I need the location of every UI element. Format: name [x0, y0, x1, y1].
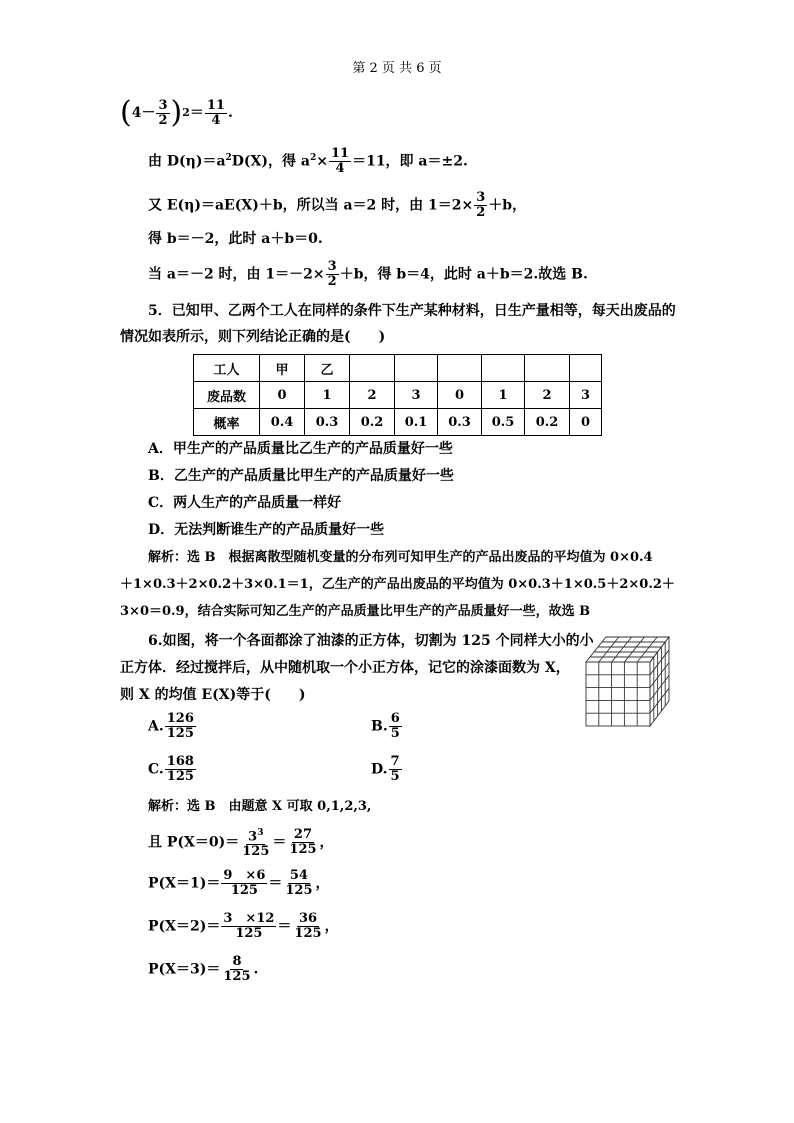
table-cell: 1 — [482, 382, 525, 409]
q6-p1-line — [148, 869, 330, 898]
fraction-den: 2 — [158, 112, 168, 128]
option-label: A. — [148, 718, 164, 735]
fraction-den: 125 — [289, 842, 317, 858]
q5-stem-line-2: 情况如表所示，则下列结论正确的是( ) — [120, 329, 386, 345]
fraction-num: 8 — [232, 954, 242, 969]
fraction-num: 3 ×12 — [223, 911, 275, 926]
fraction — [205, 99, 227, 128]
exponent: 2 — [182, 106, 190, 119]
cube-figure — [585, 636, 670, 728]
fraction — [389, 712, 402, 741]
table-cell: 0.4 — [260, 409, 305, 436]
option-label: D. — [371, 761, 388, 778]
fraction-num: 54 — [289, 868, 308, 883]
formula-text: 又 E(η)＝aE(X)＋b，所以当 a＝2 时，由 1＝2× — [148, 197, 474, 214]
fraction-num — [246, 826, 265, 845]
table-cell: 废品数 — [194, 382, 260, 409]
fraction — [326, 260, 339, 289]
paren-close: ) — [170, 95, 183, 130]
fraction — [165, 755, 196, 784]
fraction-den: 2 — [476, 205, 486, 220]
fraction-den: 4 — [335, 161, 345, 176]
formula-text: ＋b， — [488, 197, 527, 214]
fraction-num: 126 — [166, 711, 194, 726]
table-cell: 0 — [438, 382, 482, 409]
q6-stem-line-2: 正方体．经过搅拌后，从中随机取一个小正方体，记它的涂漆面数为 X， — [120, 660, 570, 676]
fraction-num: 3 — [476, 190, 486, 205]
exponent: 2 — [309, 152, 317, 163]
fraction — [156, 99, 169, 128]
option-label: B. — [371, 718, 388, 735]
q5-solution-line-2: ＋1×0.3＋2×0.2＋3×0.1＝1，乙生产的产品出废品的平均值为 0×0.3＋1×0.5＋2×0.2＋ — [120, 577, 675, 592]
table-cell — [438, 355, 482, 382]
fraction-num: 11 — [206, 97, 225, 113]
table-cell: 3 — [395, 382, 438, 409]
table-cell: 0.1 — [395, 409, 438, 436]
fraction-den: 125 — [285, 883, 313, 898]
base: 3 — [248, 829, 258, 845]
table-cell — [525, 355, 570, 382]
equals: ＝ — [189, 105, 204, 121]
fraction — [287, 828, 318, 857]
q5-option-c: C．两人生产的产品质量一样好 — [148, 495, 342, 511]
table-cell: 工人 — [194, 355, 260, 382]
exponent: 2 — [225, 152, 232, 163]
q5-solution-line-3: 3×0＝0.9，结合实际可知乙生产的产品质量比甲生产的产品质量好一些，故选 B — [120, 604, 591, 619]
table-cell: 2 — [350, 382, 395, 409]
fraction-den: 125 — [166, 769, 194, 784]
formula-text: ＋b，得 b＝4，此时 a＋b＝2.故选 B. — [339, 266, 588, 283]
q6-stem-line-1: 6.如图，将一个各面都涂了油漆的正方体，切割为 125 个同样大小的小 — [148, 633, 594, 649]
fraction — [240, 826, 271, 859]
fraction — [221, 912, 276, 941]
fraction-den: 125 — [294, 926, 322, 941]
q5-stem-line-1: 5．已知甲、乙两个工人在同样的条件下生产某种材料，日生产量相等，每天出废品的 — [148, 303, 676, 319]
q5-option-d: D．无法判断谁生产的产品质量好一些 — [148, 522, 385, 538]
fraction-num: 36 — [298, 911, 318, 926]
q6-option-a — [148, 712, 197, 741]
fraction-den: 4 — [211, 112, 221, 128]
formula-text: 由 D(η)＝a — [148, 153, 226, 170]
fraction-den: 5 — [390, 769, 400, 784]
exponent: 3 — [257, 828, 264, 838]
equals: ＝ — [272, 834, 287, 851]
option-label: C. — [148, 761, 164, 778]
q6-option-d — [371, 755, 403, 784]
table-cell: 3 — [570, 382, 602, 409]
fraction — [165, 712, 196, 741]
q5-table — [193, 354, 602, 436]
formula-text: D(X)，得 a — [231, 153, 310, 170]
fraction-den: 2 — [327, 274, 337, 289]
formula-text: P(X＝1)＝ — [148, 875, 221, 892]
table-cell: 0.5 — [482, 409, 525, 436]
q6-option-c — [148, 755, 197, 784]
q6-p2-line — [148, 912, 339, 941]
formula-text: 4－ — [131, 105, 156, 121]
fraction-den: 5 — [390, 726, 400, 741]
fraction-num: 11 — [330, 146, 350, 161]
table-cell — [395, 355, 438, 382]
formula-text: P(X＝3)＝ — [148, 961, 221, 978]
fraction-den: 125 — [242, 844, 270, 860]
equals: ＝ — [268, 875, 283, 892]
table-cell: 2 — [525, 382, 570, 409]
fraction-num: 7 — [390, 754, 400, 769]
fraction-num: 6 — [390, 711, 400, 726]
table-cell: 1 — [305, 382, 350, 409]
q6-stem-line-3: 则 X 的均值 E(X)等于( ) — [120, 687, 306, 703]
table-cell — [570, 355, 602, 382]
fraction-den: 125 — [166, 726, 194, 741]
formula-line-1 — [120, 95, 233, 130]
formula-text: P(X＝2)＝ — [148, 918, 221, 935]
table-cell: 0 — [260, 382, 305, 409]
table-cell: 0.2 — [350, 409, 395, 436]
formula-text: × — [316, 153, 328, 170]
table-cell: 甲 — [260, 355, 305, 382]
q5-option-b: B．乙生产的产品质量比甲生产的产品质量好一些 — [148, 468, 454, 484]
period: . — [227, 105, 233, 121]
table-row — [194, 355, 602, 382]
q5-solution-line-1: 解析：选 B 根据离散型随机变量的分布列可知甲生产的产品出废品的平均值为 0×0.4 — [148, 550, 653, 565]
comma: ， — [324, 918, 339, 935]
table-row — [194, 409, 602, 436]
table-cell — [482, 355, 525, 382]
formula-text: 当 a＝－2 时，由 1＝－2× — [148, 266, 325, 283]
q5-option-a: A．甲生产的产品质量比乙生产的产品质量好一些 — [148, 441, 453, 457]
paren-open: ( — [120, 95, 132, 130]
table-cell: 0.3 — [438, 409, 482, 436]
table-cell: 0 — [570, 409, 602, 436]
fraction — [389, 755, 402, 784]
formula-text: 且 P(X＝0)＝ — [148, 834, 240, 851]
period: . — [253, 961, 259, 978]
table-cell: 乙 — [305, 355, 350, 382]
formula-line-5 — [148, 260, 588, 289]
fraction-num: 27 — [293, 827, 313, 843]
fraction-den: 125 — [223, 969, 251, 984]
table-row — [194, 382, 602, 409]
fraction-den: 125 — [230, 883, 258, 898]
table-cell: 概率 — [194, 409, 260, 436]
q6-p3-line — [148, 955, 258, 984]
q6-p0-line — [148, 826, 334, 859]
fraction — [221, 869, 267, 898]
fraction-num: 168 — [166, 754, 194, 769]
table-cell: 0.2 — [525, 409, 570, 436]
fraction-den: 125 — [235, 926, 263, 941]
fraction — [283, 869, 314, 898]
formula-line-4: 得 b＝－2，此时 a＋b＝0. — [148, 231, 323, 247]
comma: ， — [319, 834, 334, 851]
fraction — [221, 955, 252, 984]
fraction-num: 9 ×6 — [223, 868, 266, 883]
page-header: 第 2 页 共 6 页 — [352, 61, 442, 76]
table-cell: 0.3 — [305, 409, 350, 436]
formula-line-2 — [148, 147, 468, 176]
q6-option-b — [371, 712, 403, 741]
fraction — [292, 912, 323, 941]
comma: ， — [315, 875, 330, 892]
equals: ＝ — [277, 918, 292, 935]
fraction — [329, 147, 351, 176]
table-cell — [350, 355, 395, 382]
formula-line-3 — [148, 191, 526, 220]
fraction-num: 3 — [327, 259, 337, 274]
fraction — [474, 191, 487, 220]
fraction-num: 3 — [158, 97, 168, 113]
q6-solution-intro: 解析：选 B 由题意 X 可取 0,1,2,3, — [148, 799, 372, 814]
formula-text: ＝11，即 a＝±2. — [352, 153, 468, 170]
